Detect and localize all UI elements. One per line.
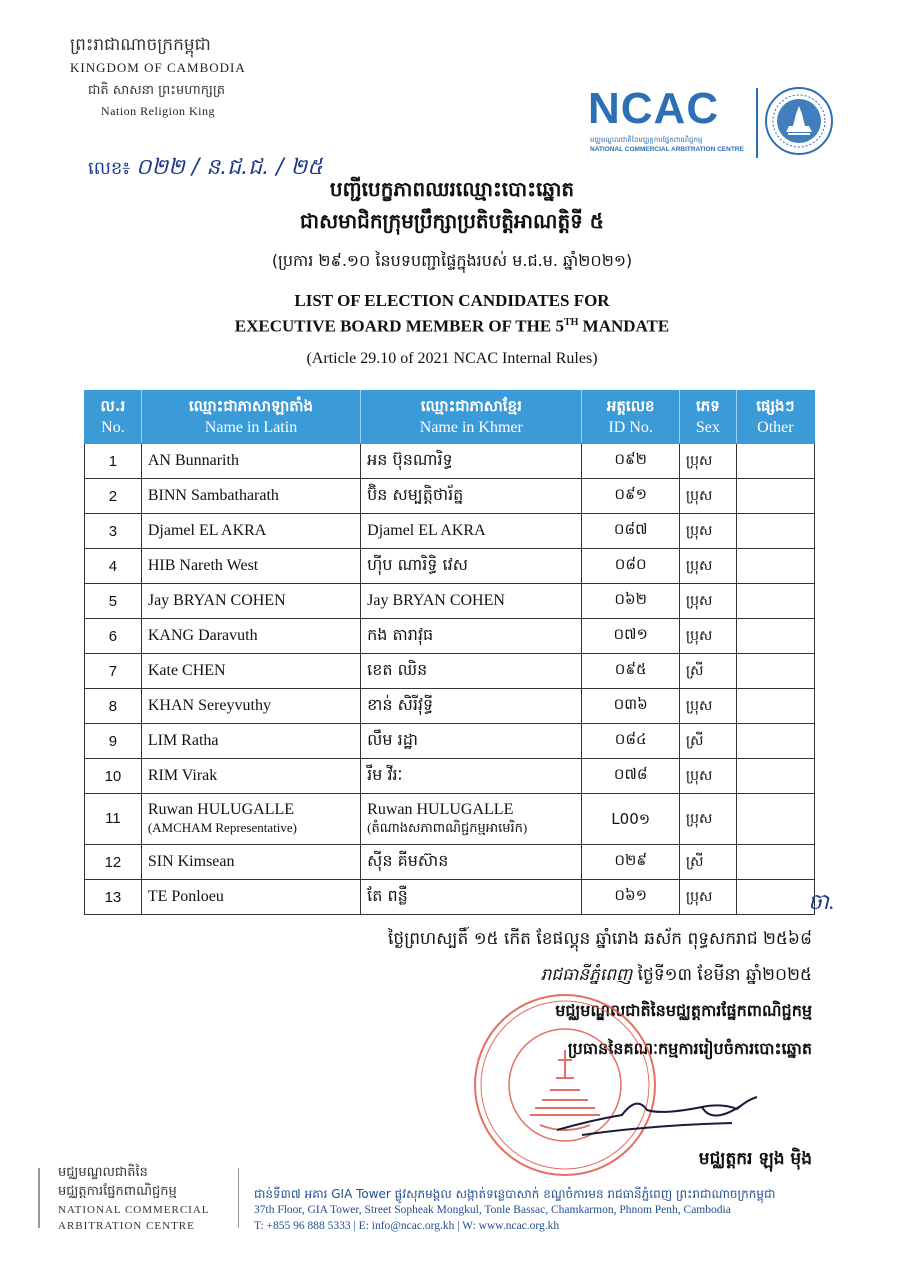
cell-no: 2 xyxy=(85,479,142,514)
cell-id: ០៩២ xyxy=(582,444,679,479)
cell-id: ០៣៦ xyxy=(582,689,679,724)
cell-no: 3 xyxy=(85,514,142,549)
table-row xyxy=(85,619,815,654)
cell-id: ០៦១ xyxy=(582,880,679,915)
article-reference: (Article 29.10 of 2021 NCAC Internal Rules) xyxy=(306,350,598,367)
cell-other xyxy=(736,880,814,915)
footer-org-en-line1: NATIONAL COMMERCIAL xyxy=(58,1204,210,1216)
cell-other xyxy=(736,759,814,794)
cell-name-khmer: រឹម វីរៈ xyxy=(361,759,582,794)
table-row xyxy=(85,724,815,759)
footer-divider xyxy=(238,1168,239,1228)
cell-other xyxy=(736,479,814,514)
cell-other xyxy=(736,845,814,880)
cell-sex: ប្រុស xyxy=(679,584,736,619)
candidates-table xyxy=(84,390,815,915)
cell-other xyxy=(736,724,814,759)
logo-text: NCAC xyxy=(588,84,720,133)
signature-icon xyxy=(552,1085,772,1145)
table-row xyxy=(85,759,815,794)
cell-other xyxy=(736,654,814,689)
column-header-en: Sex xyxy=(695,419,720,436)
cell-no: 11 xyxy=(85,794,142,845)
cell-name-latin: Kate CHEN xyxy=(141,654,360,689)
cell-name-latin: BINN Sambatharath xyxy=(141,479,360,514)
title-en-line2: EXECUTIVE BOARD MEMBER OF THE 5TH MANDATE xyxy=(234,316,670,336)
cell-name-latin: Djamel EL AKRA xyxy=(141,514,360,549)
cell-id: ០២៩ xyxy=(582,845,679,880)
ref-label: លេខ៖ xyxy=(88,158,131,179)
logo-subtitle-en: NATIONAL COMMERCIAL ARBITRATION CENTRE xyxy=(590,146,744,153)
footer-address-kh: ជាន់ទី៣៧ អគារ GIA Tower ផ្លូវសុភមង្គល សង្កាត់ទន្លេបាសាក់ ខណ្ឌចំការមន រាជធានីភ្នំពេញ ព្រះរាជាណាចក្រកម្ពុជា xyxy=(254,1187,776,1201)
cell-name-latin: AN Bunnarith xyxy=(141,444,360,479)
cell-name-khmer: ប៊ិន សម្បត្តិថារ័ត្ន xyxy=(361,479,582,514)
cell-other xyxy=(736,584,814,619)
cell-name-khmer: អន ប៊ុនណារិទ្ធ xyxy=(361,444,582,479)
org-line2: ប្រធាននៃគណៈកម្មការរៀបចំការបោះឆ្នោត xyxy=(567,1039,812,1058)
logo-divider xyxy=(756,88,758,158)
column-header-en: No. xyxy=(101,419,125,436)
cell-name-khmer: តែ ពន្លឺ xyxy=(361,880,582,915)
title-en-line1: LIST OF ELECTION CANDIDATES FOR xyxy=(294,291,610,310)
column-header xyxy=(582,391,679,444)
cell-no: 1 xyxy=(85,444,142,479)
cell-name-khmer: Ruwan HULUGALLE (តំណាងសភាពាណិជ្ជកម្មអាមេរិក) xyxy=(361,794,582,845)
cell-name-khmer: Djamel EL AKRA xyxy=(361,514,582,549)
cell-name-latin: KHAN Sereyvuthy xyxy=(141,689,360,724)
cell-no: 6 xyxy=(85,619,142,654)
cell-sex: ប្រុស xyxy=(679,880,736,915)
cell-name-latin: RIM Virak xyxy=(141,759,360,794)
column-header xyxy=(361,391,582,444)
footer-org-en-line2: ARBITRATION CENTRE xyxy=(58,1220,195,1232)
cell-other xyxy=(736,689,814,724)
cell-sex: ស្រី xyxy=(679,654,736,689)
cell-other xyxy=(736,619,814,654)
handwritten-initials: ចា. xyxy=(808,889,835,914)
cell-name-latin: SIN Kimsean xyxy=(141,845,360,880)
ncac-seal-icon xyxy=(764,86,834,156)
column-header-en: Name in Khmer xyxy=(419,419,523,436)
cell-id: ០៨៤ xyxy=(582,724,679,759)
column-header-kh: អត្តលេខ xyxy=(606,397,655,415)
cell-name-khmer: ហ៊ីប ណារិទ្ធិ វេស xyxy=(361,549,582,584)
cell-name-latin: HIB Nareth West xyxy=(141,549,360,584)
table-row xyxy=(85,584,815,619)
column-header xyxy=(736,391,814,444)
cell-no: 9 xyxy=(85,724,142,759)
column-header-kh: ល.រ xyxy=(100,397,126,415)
footer-left-rule xyxy=(38,1168,40,1228)
cell-no: 8 xyxy=(85,689,142,724)
table-row xyxy=(85,880,815,915)
logo-subtitle-kh: មជ្ឈមណ្ឌលជាតិនៃមជ្ឈត្តការផ្នែកពាណិជ្ជកម្ម xyxy=(590,136,703,144)
table-row xyxy=(85,794,815,845)
ref-number: ០២២ / ន.ជ.ជ. / ២៥ xyxy=(135,155,323,180)
solar-date: រាជធានីភ្នំពេញ ថ្ងៃទី១៣ ខែមីនា ឆ្នាំ២០២៥ xyxy=(540,965,812,985)
footer-address-en: 37th Floor, GIA Tower, Street Sopheak Mongkul, Tonle Bassac, Chamkarmon, Phnom Penh, Cambodia xyxy=(254,1204,731,1216)
table-header-row xyxy=(85,391,815,444)
table-row xyxy=(85,549,815,584)
cell-id: ០៩៥ xyxy=(582,654,679,689)
column-header xyxy=(141,391,360,444)
column-header-kh: ឈ្មោះជាភាសាឡាតាំង xyxy=(188,397,314,415)
column-header-en: ID No. xyxy=(608,419,653,436)
kingdom-kh: ព្រះរាជាណាចក្រកម្ពុជា xyxy=(70,35,211,55)
cell-name-khmer: ស៊ីន គីមស៊ាន xyxy=(361,845,582,880)
table-row xyxy=(85,654,815,689)
cell-no: 13 xyxy=(85,880,142,915)
table-row xyxy=(85,479,815,514)
table-row xyxy=(85,514,815,549)
column-header xyxy=(85,391,142,444)
column-header-en: Other xyxy=(757,419,794,436)
cell-sex: ប្រុស xyxy=(679,549,736,584)
cell-name-latin: Jay BRYAN COHEN xyxy=(141,584,360,619)
cell-sex: ស្រី xyxy=(679,845,736,880)
cell-name-khmer: Jay BRYAN COHEN xyxy=(361,584,582,619)
cell-id: ០៧១ xyxy=(582,619,679,654)
column-header-kh: ភេទ xyxy=(695,397,720,415)
cell-no: 12 xyxy=(85,845,142,880)
cell-id: ០៩១ xyxy=(582,479,679,514)
cell-no: 5 xyxy=(85,584,142,619)
cell-id: ០៨៧ xyxy=(582,514,679,549)
footer-org-kh-line1: មជ្ឈមណ្ឌលជាតិនៃ xyxy=(58,1165,148,1180)
cell-name-latin: LIM Ratha xyxy=(141,724,360,759)
cell-other xyxy=(736,794,814,845)
cell-name-latin: TE Ponloeu xyxy=(141,880,360,915)
org-line1: មជ្ឈមណ្ឌលជាតិនៃមជ្ឈត្តការផ្នែកពាណិជ្ជកម្ម xyxy=(555,1001,812,1020)
signer-name: មជ្ឈត្តករ ឡុង ម៉ិង xyxy=(698,1149,812,1169)
cell-name-khmer: ខេត ឈិន xyxy=(361,654,582,689)
cell-name-latin: KANG Daravuth xyxy=(141,619,360,654)
cell-sex: ប្រុស xyxy=(679,479,736,514)
title-kh-line1: បញ្ជីបេក្ខភាពឈរឈ្មោះបោះឆ្នោត xyxy=(329,177,575,201)
title-kh-line3: (ប្រការ ២៩.១០ នៃបទបញ្ជាផ្ទៃក្នុងរបស់ ម.ជ.ម. ឆ្នាំ២០២១) xyxy=(271,251,633,270)
cell-name-khmer: លឹម រដ្ឋា xyxy=(361,724,582,759)
table-row xyxy=(85,444,815,479)
column-header-en: Name in Latin xyxy=(204,419,298,436)
table-row xyxy=(85,689,815,724)
cell-sex: ប្រុស xyxy=(679,759,736,794)
cell-sex: ប្រុស xyxy=(679,619,736,654)
cell-other xyxy=(736,444,814,479)
cell-sex: ប្រុស xyxy=(679,689,736,724)
lunar-date: ថ្ងៃព្រហស្បតិ៍ ១៥ កើត ខែផល្គុន ឆ្នាំរោង ឆស័ក ពុទ្ធសករាជ ២៥៦៨ xyxy=(388,929,812,949)
cell-id: L00១ xyxy=(582,794,679,845)
cell-sex: ស្រី xyxy=(679,724,736,759)
cell-id: ០៧៨ xyxy=(582,759,679,794)
cell-id: ០៨០ xyxy=(582,549,679,584)
title-kh-line2: ជាសមាជិកក្រុមប្រឹក្សាប្រតិបត្តិអាណត្តិទី ៥ xyxy=(300,209,604,233)
cell-sex: ប្រុស xyxy=(679,794,736,845)
cell-sex: ប្រុស xyxy=(679,514,736,549)
column-header-kh: ឈ្មោះជាភាសាខ្មែរ xyxy=(420,397,522,415)
ncac-logo xyxy=(588,86,833,158)
table-row xyxy=(85,845,815,880)
cell-name-khmer: ខាន់ សិរីវុទ្ធី xyxy=(361,689,582,724)
cell-other xyxy=(736,549,814,584)
cell-no: 4 xyxy=(85,549,142,584)
cell-sex: ប្រុស xyxy=(679,444,736,479)
motto-en: Nation Religion King xyxy=(101,104,215,118)
column-header xyxy=(679,391,736,444)
footer-contact: T: +855 96 888 5333 | E: info@ncac.org.kh | W: www.ncac.org.kh xyxy=(254,1220,560,1232)
cell-no: 7 xyxy=(85,654,142,689)
motto-kh: ជាតិ សាសនា ព្រះមហាក្សត្រ xyxy=(88,83,225,98)
cell-other xyxy=(736,514,814,549)
cell-name-khmer: កង តារាវុធ xyxy=(361,619,582,654)
cell-no: 10 xyxy=(85,759,142,794)
column-header-kh: ផ្សេងៗ xyxy=(756,397,795,415)
cell-name-latin: Ruwan HULUGALLE (AMCHAM Representative) xyxy=(141,794,360,845)
footer-org-kh-line2: មជ្ឈត្តការផ្នែកពាណិជ្ជកម្ម xyxy=(58,1184,177,1199)
title-en xyxy=(0,290,904,338)
cell-id: ០៦២ xyxy=(582,584,679,619)
kingdom-en: KINGDOM OF CAMBODIA xyxy=(70,60,246,75)
